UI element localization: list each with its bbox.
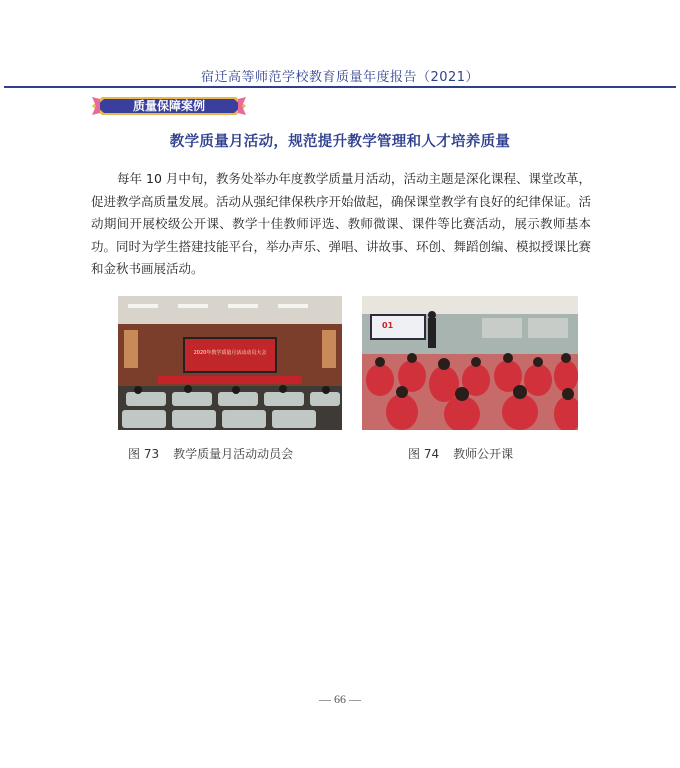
section-tag [92, 96, 246, 116]
meeting-screen-text: 2020年教学质量月活动动员大会 [193, 350, 267, 356]
figure-74-photo [362, 296, 578, 430]
figure-73-photo [118, 296, 342, 430]
figure-number: 图 73 [128, 447, 160, 461]
header-divider [4, 86, 676, 88]
figure-73-caption [128, 445, 293, 462]
report-title: 宿迁高等师范学校教育质量年度报告（2021） [200, 70, 480, 85]
class-screen-text: 01 [382, 321, 394, 330]
section-tag-label: 质量保障案例 [132, 99, 205, 113]
page-number: — 66 — [319, 692, 361, 706]
figure-number: 图 74 [408, 447, 440, 461]
figure-74-caption [408, 445, 513, 462]
article-paragraph: 每年 10 月中旬，教务处举办年度教学质量月活动，活动主题是深化课程、课堂改革，促进教学高质量发展。活动从强纪律保秩序开始做起，确保课堂教学有良好的纪律保证。活动期间开展校级公开课、教学十佳教师评选、教师微课、课件等比赛活动，展示教师基本功。同时为学生搭建技能平台，举办声乐、弹唱、讲故事、环创、舞蹈创编、模拟授课比赛和金秋书画展活动。 [91, 171, 592, 276]
article-heading: 教学质量月活动，规范提升教学管理和人才培养质量 [169, 134, 511, 150]
figure-caption-text: 教学质量月活动动员会 [173, 447, 294, 461]
figure-caption-text: 教师公开课 [453, 447, 514, 461]
